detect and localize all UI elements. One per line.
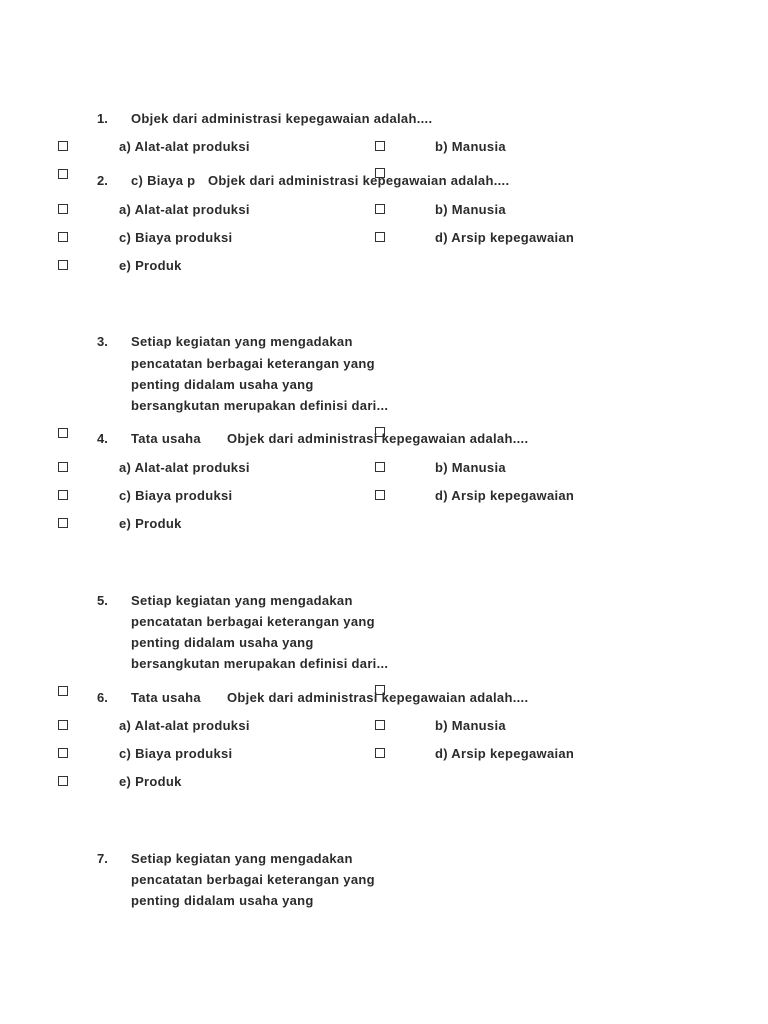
option-b-label: b) Manusia — [435, 460, 506, 475]
question-3-line: bersangkutan merupakan definisi dari... — [131, 398, 389, 413]
question-3-line: penting didalam usaha yang — [131, 377, 314, 392]
question-5-line: Setiap kegiatan yang mengadakan — [131, 593, 353, 608]
option-a-label: a) Alat-alat produksi — [119, 718, 250, 733]
option-a-checkbox[interactable] — [58, 141, 68, 151]
question-6-prefix: Tata usaha — [131, 690, 201, 705]
option-checkbox[interactable] — [58, 686, 68, 696]
question-3-number: 3. — [97, 334, 108, 349]
option-b-checkbox[interactable] — [375, 141, 385, 151]
option-e-checkbox[interactable] — [58, 518, 68, 528]
option-c-checkbox[interactable] — [58, 232, 68, 242]
option-checkbox[interactable] — [58, 428, 68, 438]
option-a-checkbox[interactable] — [58, 204, 68, 214]
option-e-label: e) Produk — [119, 258, 182, 273]
option-d-label: d) Arsip kepegawaian — [435, 746, 575, 761]
option-c-label: c) Biaya produksi — [119, 746, 233, 761]
question-5-number: 5. — [97, 593, 108, 608]
option-e-label: e) Produk — [119, 774, 182, 789]
option-c-checkbox[interactable] — [58, 169, 68, 179]
option-b-checkbox[interactable] — [375, 462, 385, 472]
option-b-label: b) Manusia — [435, 718, 506, 733]
question-4-prefix: Tata usaha — [131, 431, 201, 446]
option-b-label: b) Manusia — [435, 202, 506, 217]
option-e-checkbox[interactable] — [58, 776, 68, 786]
question-1-number: 1. — [97, 111, 108, 126]
option-b-label: b) Manusia — [435, 139, 506, 154]
option-c-checkbox[interactable] — [58, 748, 68, 758]
option-c-label: c) Biaya produksi — [119, 488, 233, 503]
question-5-line: pencatatan berbagai keterangan yang — [131, 614, 375, 629]
question-2-number: 2. — [97, 173, 108, 188]
option-b-checkbox[interactable] — [375, 204, 385, 214]
option-a-checkbox[interactable] — [58, 462, 68, 472]
question-3-line: pencatatan berbagai keterangan yang — [131, 356, 375, 371]
option-e-label: e) Produk — [119, 516, 182, 531]
question-4-number: 4. — [97, 431, 108, 446]
option-d-checkbox[interactable] — [375, 490, 385, 500]
question-6-number: 6. — [97, 690, 108, 705]
question-7-line: penting didalam usaha yang — [131, 893, 314, 908]
question-5-line: bersangkutan merupakan definisi dari... — [131, 656, 389, 671]
option-d-checkbox[interactable] — [375, 232, 385, 242]
question-2-prefix: c) Biaya p — [131, 173, 196, 188]
question-5-line: penting didalam usaha yang — [131, 635, 314, 650]
option-a-label: a) Alat-alat produksi — [119, 460, 250, 475]
question-7-line: Setiap kegiatan yang mengadakan — [131, 851, 353, 866]
option-b-checkbox[interactable] — [375, 720, 385, 730]
question-6-text: Objek dari administrasi kepegawaian adalah.... — [227, 690, 529, 705]
option-a-label: a) Alat-alat produksi — [119, 139, 250, 154]
question-3-line: Setiap kegiatan yang mengadakan — [131, 334, 353, 349]
option-a-label: a) Alat-alat produksi — [119, 202, 250, 217]
option-c-checkbox[interactable] — [58, 490, 68, 500]
option-e-checkbox[interactable] — [58, 260, 68, 270]
question-2-text: Objek dari administrasi kepegawaian adalah.... — [208, 173, 510, 188]
question-7-number: 7. — [97, 851, 108, 866]
question-7-line: pencatatan berbagai keterangan yang — [131, 872, 375, 887]
question-1-text: Objek dari administrasi kepegawaian adalah.... — [131, 111, 433, 126]
option-d-checkbox[interactable] — [375, 748, 385, 758]
option-a-checkbox[interactable] — [58, 720, 68, 730]
question-4-text: Objek dari administrasi kepegawaian adalah.... — [227, 431, 529, 446]
option-d-label: d) Arsip kepegawaian — [435, 230, 575, 245]
option-c-label: c) Biaya produksi — [119, 230, 233, 245]
option-d-label: d) Arsip kepegawaian — [435, 488, 575, 503]
